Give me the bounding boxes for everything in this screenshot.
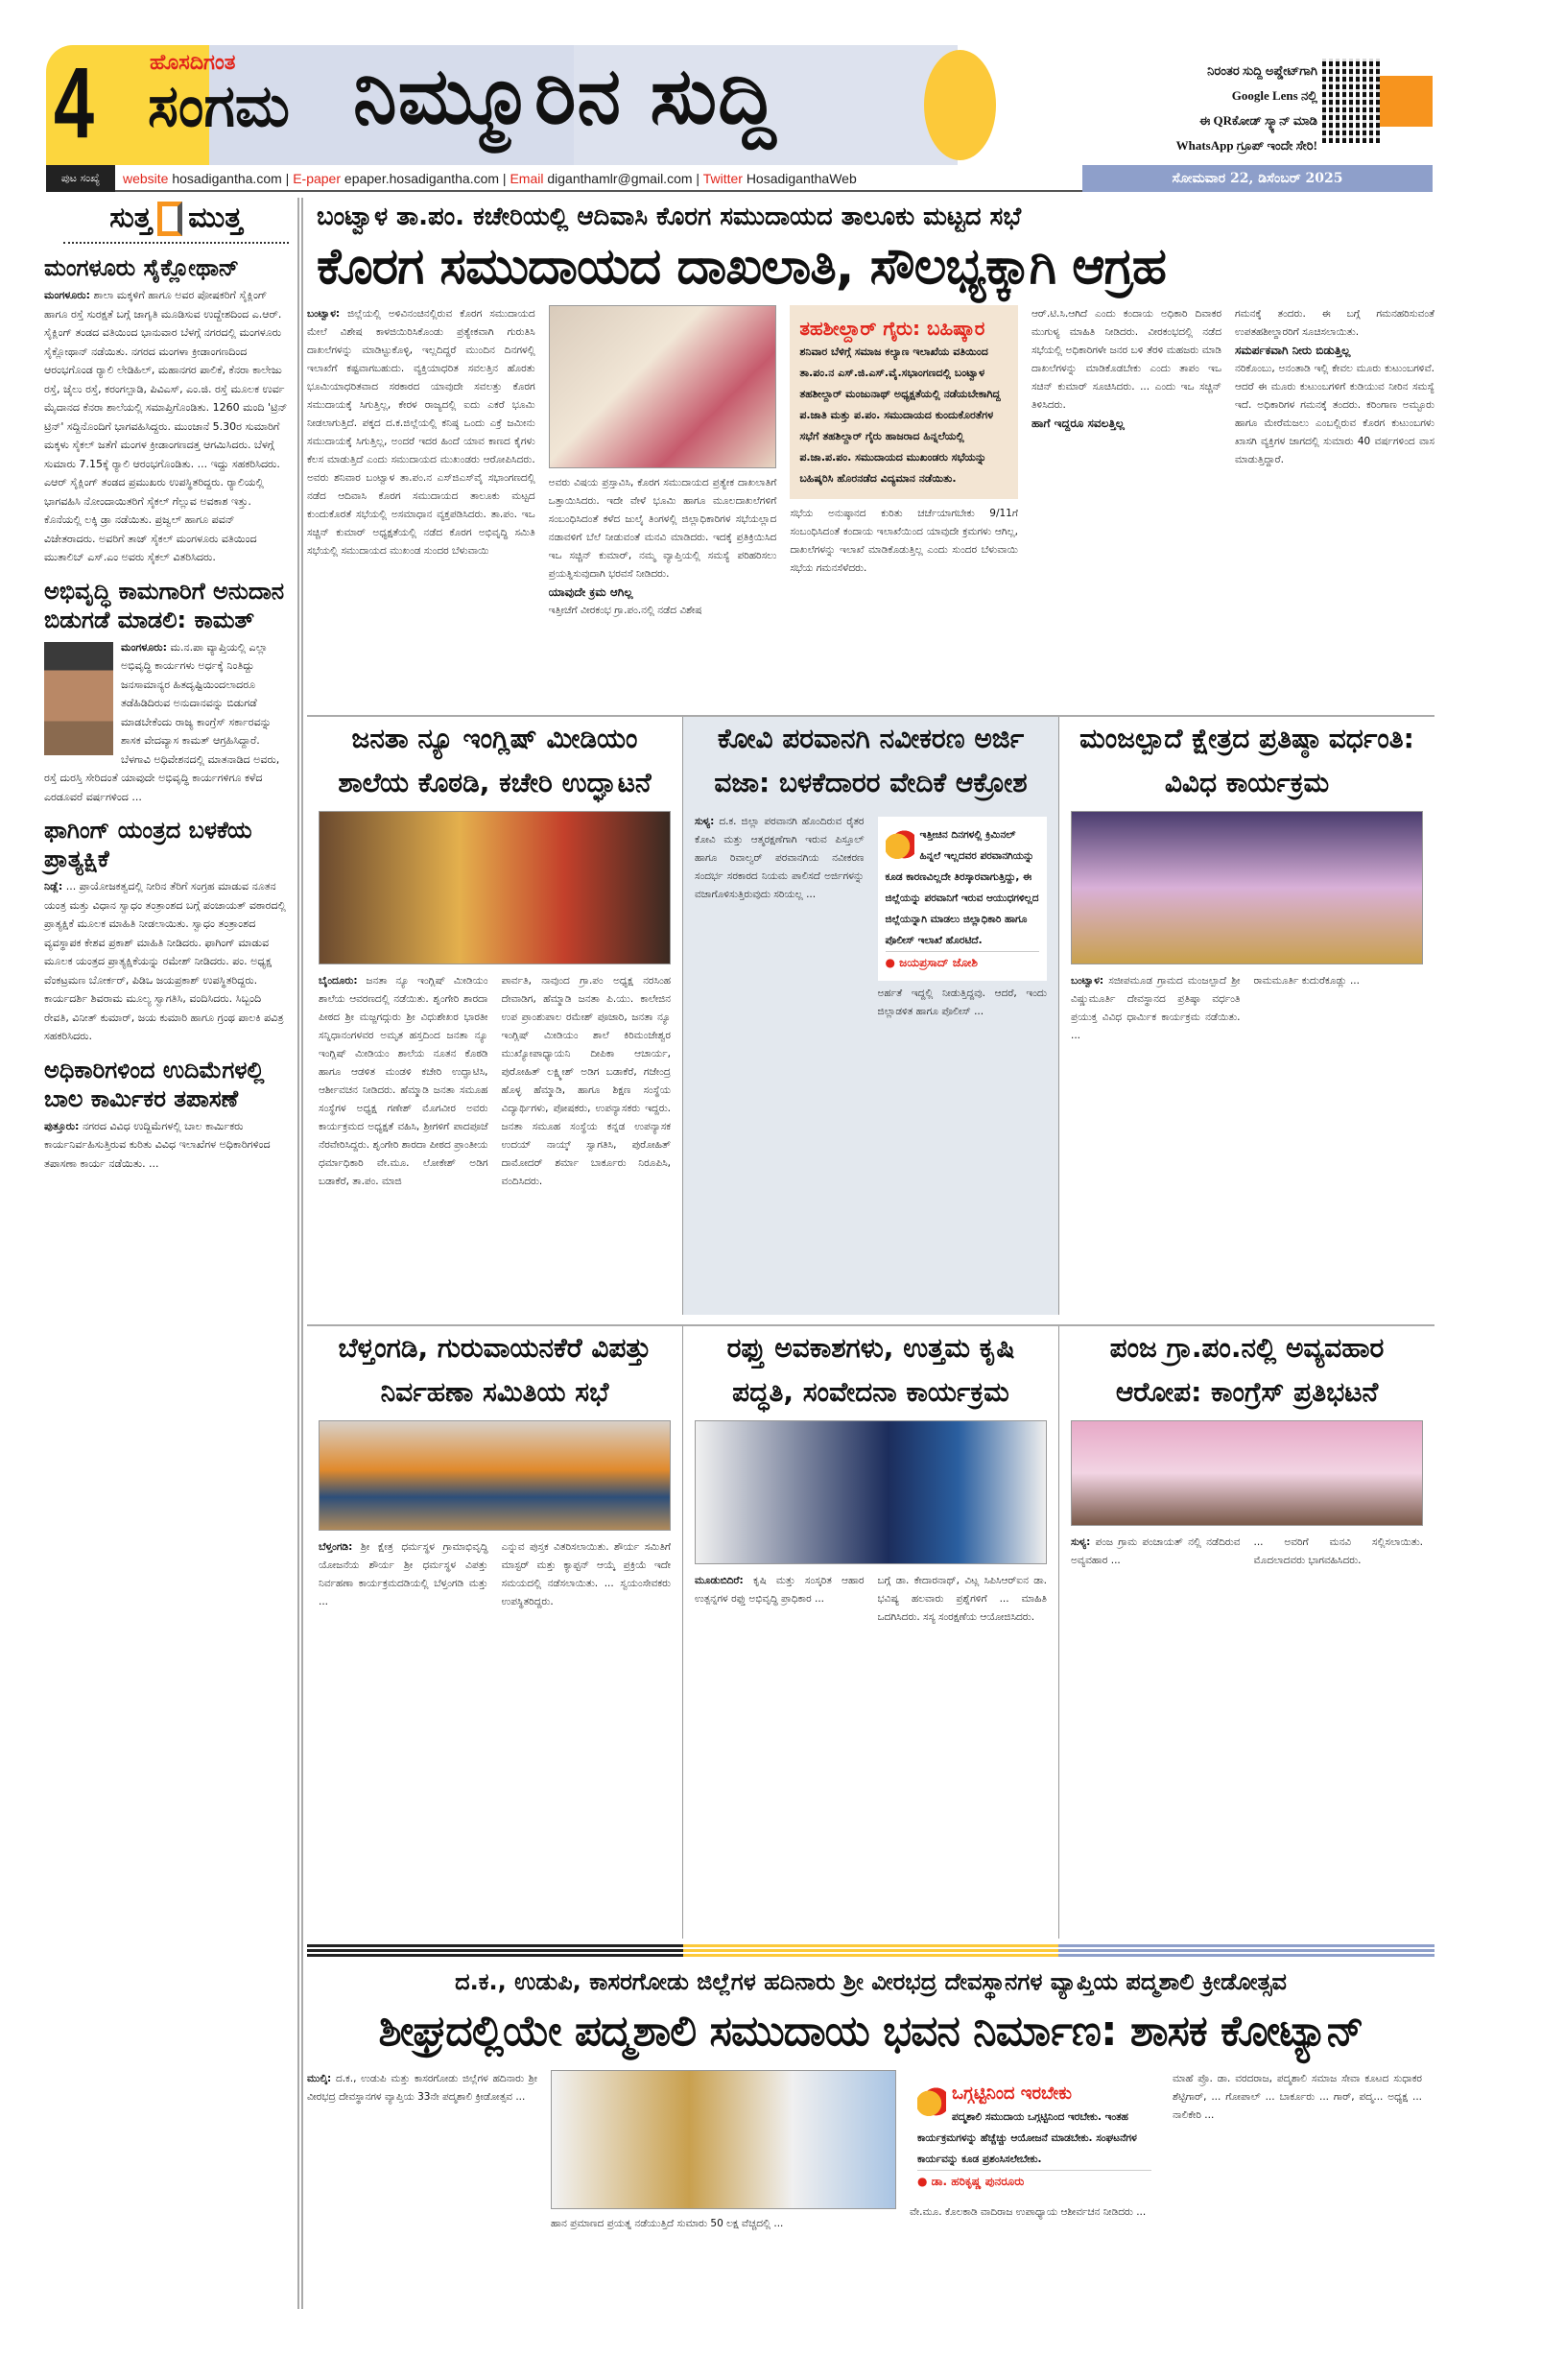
sidebar-box-boycott: [790, 305, 1018, 499]
news-row-3: [307, 1324, 1434, 1939]
masthead: [46, 45, 1433, 165]
email-link[interactable]: diganthamlr@gmail.com: [547, 171, 693, 186]
body-text: ಜನತಾ ನ್ಯೂ ಇಂಗ್ಲಿಷ್ ಮೀಡಿಯಂ ಶಾಲೆಯ ಆವರಣದಲ್ಲಿ ನಡೆಯಿತು. ಶೃಂಗೇರಿ ಶಾರದಾ ಪೀಠದ ಶ್ರೀ ಮಜ್ಜಗದ್ಗುರು ಶ್ರೀ ವಿಧುಶೇಖರ ಭಾರತೀ ಸನ್ನಿಧಾನಂಗಳವರ ಅಮೃತ ಹಸ್ತದಿಂದ ಜನತಾ ನ್ಯೂ ಇಂಗ್ಲಿಷ್ ಮೀಡಿಯಂ ಶಾಲೆಯ ನೂತನ ಕೊಠಡಿ ಹಾಗೂ ಆಡಳಿತ ಮಂಡಳಿ ಕಚೇರಿ ಉದ್ಘಾಟಿಸಿ, ಆರ್ಶೀವಚನ ನೀಡಿದರು. ಹೆಮ್ಮಾಡಿ ಜನತಾ ಸಮೂಹ ಸಂಸ್ಥೆಗಳ ಅಧ್ಯಕ್ಷ ಗಣೇಶ್ ಮೊಗವೀರ ಅವರು ಕಾರ್ಯಕ್ರಮದ ಅಧ್ಯಕ್ಷತೆ ವಹಿಸಿ, ಶ್ರೀಗಳಿಗೆ ಪಾದಪೂಜೆ ನೆರವೇರಿಸಿದ್ದರು. ಶೃಂಗೇರಿ ಶಾರದಾ ಪೀಠದ ಪ್ರಾಂತೀಯ ಧರ್ಮಾಧಿಕಾರಿ ವೇ.ಮೂ. ಲೋಕೇಶ್ ಅಡಿಗ ಬಡಾಕೆರೆ, ತಾ.ಪಂ. ಮಾಜಿ: [319, 975, 488, 1187]
dateline: ಮೂಡುಬಿದಿರೆ:: [695, 1575, 744, 1586]
dateline: ಮಂಗಳೂರು:: [121, 640, 167, 654]
subhead: ಹಾಗೆ ಇದ್ದರೂ ಸವಲತ್ತಿಲ್ಲ: [1031, 416, 1125, 430]
blue-stripe: [1058, 1943, 1434, 1957]
article-panja-protest: [1059, 1326, 1434, 1939]
dateline: ಬಂಟ್ವಾಳ:: [307, 308, 341, 320]
dateline: ಸುಳ್ಯ:: [695, 816, 715, 827]
bottom-kicker: ದ.ಕ., ಉಡುಪಿ, ಕಾಸರಗೋಡು ಜಿಲ್ಲೆಗಳ ಹದಿನಾರು ಶ್ರೀ ವೀರಭದ್ರ ದೇವಸ್ಥಾನಗಳ ವ್ಯಾಪ್ತಿಯ ಪದ್ಮಶಾಲಿ ಕ್ರೀಡೋತ್ಸವ: [455, 1968, 1287, 1995]
group-photo: [319, 1420, 671, 1531]
black-stripe: [307, 1943, 683, 1957]
website-link[interactable]: hosadigantha.com: [172, 171, 282, 186]
article-headline: ಅಭಿವೃದ್ಧಿ ಕಾಮಗಾರಿಗೆ ಅನುದಾನ ಬಿಡುಗಡೆ ಮಾಡಲಿ: ಕಾಮತ್: [44, 577, 285, 633]
qr-line: ನಿರಂತರ ಸುದ್ದಿ ಅಪ್ಡೇಟ್‌ಗಾಗಿ: [1207, 63, 1317, 78]
protest-photo: [1071, 1420, 1423, 1526]
whatsapp-qr-code-icon[interactable]: [1322, 59, 1380, 143]
article-cyclothon: [44, 253, 289, 567]
body-text: ರಾಮಮೂರ್ತಿ ಕುದುರೆಕೂಡ್ಲು ...: [1253, 975, 1360, 987]
body-text: ಶಾಲಾ ಮಕ್ಕಳಿಗೆ ಹಾಗೂ ಅವರ ಪೋಷಕರಿಗೆ ಸೈಕ್ಲಿಂಗ್ ಹಾಗೂ ರಸ್ತೆ ಸುರಕ್ಷತೆ ಬಗ್ಗೆ ಜಾಗೃತಿ ಮೂಡಿಸುವ ಉದ್ದೇಶದಿಂದ ಎ.ಆರ್. ಸೈಕ್ಲಿಂಗ್ ತಂಡದ ವತಿಯಿಂದ ಭಾನುವಾರ ಬೆಳಗ್ಗೆ ನಗರದಲ್ಲಿ ಮಂಗಳೂರು ಸೈಕ್ಲೋಥಾನ್ ನಡೆಯಿತು. ನಗರದ ಮಂಗಳಾ ಕ್ರೀಡಾಂಗಣದಿಂದ ಆರಂಭಗೊಂಡ ರ್‍ಯಾಲಿ ಲೇಡಿಹಿಲ್, ಮಹಾನಗರ ಪಾಲಿಕೆ, ಕೆನರಾ ಕಾಲೇಜು ರಸ್ತೆ, ಜೈಲು ರಸ್ತೆ, ಕರಂಗಲ್ಪಾಡಿ, ಪಿವಿಎಸ್, ಎಂ.ಜಿ. ರಸ್ತೆ ಮೂಲಕ ಉರ್ವ ಮೈದಾನದ ಕೆನರಾ ಶಾಲೆಯಲ್ಲಿ ಸಮಾಪ್ತಿಗೊಂಡಿತು. 1260 ಮಂದಿ 'ಟ್ರಿನ್ ಟ್ರಿನ್' ಸದ್ದಿನೊಂದಿಗೆ ಭಾಗವಹಿಸಿದ್ದರು. ಮುಂಜಾನೆ 5.30ರ ಸುಮಾರಿಗೆ ಮಕ್ಕಳು ಸೈಕಲ್ ಜತೆಗೆ ಮಂಗಳ ಕ್ರೀಡಾಂಗಣದತ್ತ ಆಗಮಿಸಿದರು. ಬೆಳಗ್ಗೆ ಸುಮಾರು 7.15ಕ್ಕೆ ರ್‍ಯಾಲಿ ಆರಂಭಗೊಂಡಿತು. ... ಇದ್ದು ಸಹಕರಿಸಿದರು. ಎಆರ್ ಸೈಕ್ಲಿಂಗ್ ತಂಡದ ಪ್ರಮುಖರು ಉಪಸ್ಥಿತರಿದ್ದರು. ರ್‍ಯಾಲಿಯಲ್ಲಿ ಭಾಗವಹಿಸಿ ನೋಂದಾಯಿತರಿಗೆ ಸೈಕಲ್ ಗೆಲ್ಲುವ ಅವಕಾಶ ಇತ್ತು. ಕೊನೆಯಲ್ಲಿ ಲಕ್ಕಿ ಡ್ರಾ ನಡೆಯಿತು. ಪ್ರಜ್ವಲ್ ಹಾಗೂ ಪವನ್ ವಿಜೇತರಾದರು. ಅವರಿಗೆ ತಾಜ್ ಸೈಕಲ್ ಮಂಗಳೂರು ವತಿಯಿಂದ ಮುತಾಲಿಬ್ ಎಸ್.ಎಂ ಅವರು ಸೈಕಲ್ ವಿತರಿಸಿದರು.: [44, 289, 288, 563]
dateline: ಮಂಗಳೂರು:: [44, 289, 90, 301]
article-headline: ಅಧಿಕಾರಿಗಳಿಂದ ಉದಿಮೆಗಳಲ್ಲಿ ಬಾಲ ಕಾರ್ಮಿಕರ ತಪಾಸಣೆ: [44, 1056, 265, 1112]
body-text: ಮ.ನ.ಪಾ ವ್ಯಾಪ್ತಿಯಲ್ಲಿ ಎಲ್ಲಾ ಅಭಿವೃದ್ಧಿ ಕಾರ್ಯಗಳು ಅರ್ಧಕ್ಕೆ ನಿಂತಿದ್ದು ಜನಸಾಮಾನ್ಯರ ಹಿತದೃಷ್ಟಿಯಿಂದಲಾದರೂ ತಡೆಹಿಡಿದಿರುವ ಅನುದಾನವನ್ನು ಬಿಡುಗಡೆ ಮಾಡಬೇಕೆಂದು ರಾಜ್ಯ ಕಾಂಗ್ರೆಸ್ ಸರ್ಕಾರವನ್ನು ಶಾಸಕ ವೇದವ್ಯಾಸ ಕಾಮತ್ ಆಗ್ರಹಿಸಿದ್ದಾರೆ. ಬೆಳಗಾವಿ ಅಧಿವೇಶನದಲ್ಲಿ ಮಾತನಾಡಿದ ಅವರು, ರಸ್ತೆ ದುರಸ್ತಿ ಸೇರಿದಂತೆ ಯಾವುದೇ ಅಭಿವೃದ್ಧಿ ಕಾರ್ಯಗಳಿಗೂ ಕಳೆದ ಎರಡೂವರೆ ವರ್ಷಗಳಿಂದ ...: [44, 640, 280, 803]
ceremony-photo: [319, 811, 671, 964]
dateline: ಪುತ್ತೂರು:: [44, 1119, 80, 1132]
body-text: ದ.ಕ. ಜಿಲ್ಲಾ ಪರವಾನಗಿ ಹೊಂದಿರುವ ರೈತರ ಕೋವಿ ಮತ್ತು ಆತ್ಮರಕ್ಷಣೆಗಾಗಿ ಇರುವ ಪಿಸ್ತೂಲ್ ಹಾಗೂ ರಿವಾಲ್ವರ್ ಪರವಾನಗಿಯ ನವೀಕರಣ ಸಂದರ್ಭ ಸರಕಾರದ ನಿಯಮ ಪಾಲಿಸದೆ ಅರ್ಜಿಗಳನ್ನು ವಜಾಗೊಳಿಸುತ್ತಿರುವುದು ಸರಿಯಲ್ಲ ...: [695, 816, 865, 900]
quote-author: ● ಜಯಪ್ರಸಾದ್ ಜೋಶಿ: [885, 956, 978, 969]
left-column-suttamutta: [44, 202, 289, 1173]
body-text: ಇತ್ತೀಚೆಗೆ ವೀರಕಂಭ ಗ್ರಾ.ಪಂ.ನಲ್ಲಿ ನಡೆದ ವಿಶೇಷ: [548, 605, 702, 616]
info-bar: [46, 165, 1433, 192]
article-headline: ಬೆಳ್ತಂಗಡಿ, ಗುರುವಾಯನಕೆರೆ ವಿಪತ್ತು ನಿರ್ವಹಣಾ ಸಮಿತಿಯ ಸಭೆ: [338, 1332, 652, 1408]
bottom-col-1: [307, 2070, 537, 2233]
bottom-col-3: [910, 2070, 1159, 2233]
article-child-labour: [44, 1056, 289, 1174]
article-headline: ರಫ್ತು ಅವಕಾಶಗಳು, ಉತ್ತಮ ಕೃಷಿ ಪದ್ಧತಿ, ಸಂವೇದನಾ ಕಾರ್ಯಕ್ರಮ: [726, 1332, 1015, 1408]
body-text: ನಗರದ ವಿವಿಧ ಉದ್ದಿಮೆಗಳಲ್ಲಿ ಬಾಲ ಕಾರ್ಮಿಕರು ಕಾರ್ಯನಿರ್ವಹಿಸುತ್ತಿರುವ ಕುರಿತು ವಿವಿಧ ಇಲಾಖೆಗಳ ಅಧಿಕಾರಿಗಳಿಂದ ತಪಾಸಣಾ ಕಾರ್ಯ ನಡೆಯಿತು. ...: [44, 1119, 271, 1170]
portrait-photo: [44, 642, 113, 755]
bottom-story-padmashali: [307, 1963, 1434, 2233]
box-title: ತಹಶೀಲ್ದಾರ್ ಗೈರು: ಬಹಿಷ್ಕಾರ: [799, 317, 985, 340]
body-text: ಅರ್ಹತೆ ಇದ್ದಲ್ಲಿ ನೀಡುತ್ತಿದ್ದವು. ಆದರೆ, ಇಂದು ಜಿಲ್ಲಾಡಳಿತ ಹಾಗೂ ಪೊಲೀಸ್ ...: [877, 988, 1047, 1017]
lead-headline: ಕೊರಗ ಸಮುದಾಯದ ದಾಖಲಾತಿ, ಸೌಲಭ್ಯಕ್ಕಾಗಿ ಆಗ್ರಹ: [317, 238, 1166, 296]
lead-col-1: [307, 305, 535, 699]
body-text: ಸಭೆಯ ಅನುಷ್ಠಾನದ ಕುರಿತು ಚರ್ಚೆಯಾಗಬೇಕು 9/11ಗೆ ಸಂಬಂಧಿಸಿದಂತೆ ಕಂದಾಯ ಇಲಾಖೆಯಿಂದ ಯಾವುದೇ ಕ್ರಮಗಳು ಆಗಿಲ್ಲ, ದಾಖಲೆಗಳನ್ನು ಇಲಾಖೆ ಮಾಡಿಕೊಡುತ್ತಿಲ್ಲ ಎಂದು ಸುಂದರ ಬೆಳುವಾಯಿ ಸಭೆಯ ಗಮನಸೆಳೆದರು.: [790, 508, 1018, 574]
section-title: ನಿಮ್ಮೂರಿನ ಸುದ್ದಿ: [353, 50, 777, 142]
body-text: ಸಜೀಪಮೂಡ ಗ್ರಾಮದ ಮಂಜಲ್ಪಾದೆ ಶ್ರೀ ವಿಷ್ಣುಮೂರ್ತಿ ದೇವಸ್ಥಾನದ ಪ್ರತಿಷ್ಠಾ ವರ್ಧಂತಿ ಪ್ರಯುಕ್ತ ವಿವಿಧ ಧಾರ್ಮಿಕ ಕಾರ್ಯಕ್ರಮ ನಡೆಯಿತು. ...: [1071, 975, 1241, 1041]
article-headline: ಫಾಗಿಂಗ್ ಯಂತ್ರದ ಬಳಕೆಯ ಪ್ರಾತ್ಯಕ್ಷಿಕೆ: [44, 817, 252, 872]
page-number-label: ಪುಟ ಸಂಖ್ಯೆ: [46, 165, 115, 192]
brand-sangama: ಸಂಗಮ: [148, 73, 290, 140]
body-text: ನರಿಕೊಂಬು, ಅನಂತಾಡಿ ಇಲ್ಲಿ ಕೇವಲ ಮೂರು ಕುಟುಂಬಗಳಿವೆ. ಆದರೆ ಈ ಮೂರು ಕುಟುಂಬಗಳಿಗೆ ಕುಡಿಯುವ ನೀರಿನ ಸಮಸ್ಯೆ ಇದೆ. ಅಧಿಕಾರಿಗಳ ಗಮನಕ್ಕೆ ತಂದರು. ಕರಿಂಗಾಣ ಅಮ್ಟೂರು ಹಾಗೂ ಮೇರೆಮಜಲು ಎಂಬಲ್ಲಿರುವ ಕೊರಗ ಕುಟುಂಬಗಳು ಖಾಸಗಿ ವ್ಯಕ್ತಿಗಳ ಜಾಗದಲ್ಲಿ ಸುಮಾರು 40 ವರ್ಷಗಳಿಂದ ವಾಸ ಮಾಡುತ್ತಿದ್ದಾರೆ.: [1235, 363, 1434, 465]
sun-decoration-icon: [924, 50, 996, 160]
body-text: ದ.ಕ., ಉಡುಪಿ ಮತ್ತು ಕಾಸರಗೋಡು ಜಿಲ್ಲೆಗಳ ಹದಿನಾರು ಶ್ರೀ ವೀರಭದ್ರ ದೇವಸ್ಥಾನಗಳ ವ್ಯಾಪ್ತಿಯ 33ನೇ ಪದ್ಮಶಾಲಿ ಕ್ರೀಡೋತ್ಸವ ...: [307, 2073, 538, 2103]
quote-text: ಪದ್ಮಶಾಲಿ ಸಮುದಾಯ ಒಗ್ಗಟ್ಟಿನಿಂದ ಇರಬೇಕು. ಇಂತಹ ಕಾರ್ಯಕ್ರಮಗಳನ್ನು ಹೆಚ್ಚೆಚ್ಚು ಆಯೋಜನೆ ಮಾಡಬೇಕು. ಸಂಘಟನೆಗಳ ಕಾರ್ಯವನ್ನು ಕೂಡ ಪ್ರಶಂಸಿಸಲೇಬೇಕು.: [917, 2106, 1151, 2171]
bottom-col-2: [551, 2070, 896, 2233]
brand-logo-small: ಹೊಸದಿಗಂತ: [150, 51, 236, 75]
dateline: ಸುಳ್ಯ:: [1071, 1536, 1091, 1548]
body-text: ಅವರು ವಿಷಯ ಪ್ರಸ್ತಾವಿಸಿ, ಕೊರಗ ಸಮುದಾಯದ ಪ್ರತ್ಯೇಕ ದಾಖಲಾತಿಗೆ ಒತ್ತಾಯಿಸಿದರು. ಇದೇ ವೇಳೆ ಭೂಮಿ ಹಾಗೂ ಮೂಲದಾಖಲೆಗಳಿಗೆ ಸಂಬಂಧಿಸಿದಂತೆ ಕಳೆದ ಜುಲೈ ತಿಂಗಳಲ್ಲಿ ಜಿಲ್ಲಾಧಿಕಾರಿಗಳ ಸಭೆಯಲ್ಲಾದ ನಡಾವಳಿಗೆ ಬೆಲೆ ನೀಡುವಂತೆ ಮನವಿ ಮಾಡಿದರು. ಇದಕ್ಕೆ ಪ್ರತಿಕ್ರಿಯಿಸಿದ ಇಒ ಸಚ್ಚಿನ್ ಕುಮಾರ್, ನಮ್ಮ ವ್ಯಾಪ್ತಿಯಲ್ಲಿ ಸಮಸ್ಯೆ ಪರಿಹರಿಸಲು ಪ್ರಯತ್ನಿಸುವುದಾಗಿ ಭರವಸೆ ನೀಡಿದರು.: [548, 477, 777, 580]
bottom-col-4: ಮಾಹೆ ಪ್ರೊ. ಡಾ. ವರದರಾಜ, ಪದ್ಮಶಾಲಿ ಸಮಾಜ ಸೇವಾ ಕೂಟದ ಸುಧಾಕರ ಶೆಟ್ಟಿಗಾರ್, ... ಗೋಪಾಲ್ ... ಬಾರ್ಕೂರು ... ಗಾರ್, ಪದ್ಮ... ಅಧ್ಯಕ್ಷ ... ನಾಲಿಕೇರಿ ...: [1173, 2073, 1422, 2121]
yellow-stripe: [683, 1943, 1059, 1957]
suttamutta-logo: [63, 202, 289, 244]
article-kamath: [44, 577, 289, 807]
lead-col-2: [549, 305, 777, 699]
color-stripe-divider: [307, 1943, 1434, 1957]
article-body: [44, 877, 289, 1046]
news-row-2: [307, 715, 1434, 1315]
body-text: ಆರ್.ಟಿ.ಸಿ.ಆಗಿದೆ ಎಂದು ಕಂದಾಯ ಅಧಿಕಾರಿ ದಿವಾಕರ ಮುಗುಳ್ಯ ಮಾಹಿತಿ ನೀಡಿದರು. ವೀರಕಂಭದಲ್ಲಿ ನಡೆದ ಸಭೆಯಲ್ಲಿ ಅಧಿಕಾರಿಗಳೇ ಜನರ ಬಳಿ ತೆರಳಿ ಮಹಜರು ಮಾಡಿ ದಾಖಲೆಗಳನ್ನು ಮಾಡಿಕೊಡಬೇಕು ಎಂದು ತಾಪಂ ಇಒ ಸಚಿನ್ ಕುಮಾರ್ ಸೂಚಿಸಿದರು. ... ಎಂದು ಇಒ ಸಚ್ಚಿನ್ ತಿಳಿಸಿದರು.: [1031, 308, 1222, 411]
article-manjalpade: [1059, 717, 1434, 1315]
dateline: ಬಂಟ್ವಾಳ:: [1071, 975, 1104, 987]
qr-line: ಈ QRಕೋಡ್ ಸ್ಕ್ಯಾನ್ ಮಾಡಿ: [1198, 113, 1317, 128]
quote-mark-icon: [917, 2082, 946, 2118]
epaper-link[interactable]: epaper.hosadigantha.com: [344, 171, 500, 186]
lead-story: [307, 198, 1434, 699]
article-body: [44, 286, 289, 567]
body-text: ... ಅವರಿಗೆ ಮನವಿ ಸಲ್ಲಿಸಲಾಯಿತು. ಮೊದಲಾದವರು ಭಾಗವಹಿಸಿದರು.: [1253, 1536, 1423, 1566]
author-name: ಡಾ. ಹರಿಕೃಷ್ಣ ಪುನರೂರು: [931, 2175, 1025, 2188]
column-divider-rail: [297, 198, 303, 2309]
logo-word: ಮುತ್ತ: [188, 201, 243, 235]
quote-mark-icon: [886, 824, 914, 861]
twitter-label: Twitter: [702, 171, 743, 186]
article-headline: ಮಂಗಳೂರು ಸೈಕ್ಲೋಥಾನ್: [44, 254, 240, 281]
article-body: [44, 1117, 289, 1174]
logo-word: ಸುತ್ತ: [109, 201, 153, 235]
quote-title: ಒಗ್ಗಟ್ಟಿನಿಂದ ಇರಬೇಕು: [952, 2083, 1073, 2104]
dateline: ಬೆಳ್ತಂಗಡಿ:: [319, 1541, 353, 1553]
lamp-lighting-photo: [695, 1420, 1047, 1564]
article-fogging: [44, 816, 289, 1046]
body-text: ಬಗ್ಗೆ ಡಾ. ಕೇದಾರನಾಥ್, ವಿಟ್ಲ ಸಿಪಿಸಿಆರ್‌ಐನ ಡಾ. ಭವಿಷ್ಯ ಹಲವಾರು ಪ್ರಶ್ನೆಗಳಿಗೆ ... ಮಾಹಿತಿ ಒದಗಿಸಿದರು. ಸಸ್ಯ ಸಂರಕ್ಷಣೆಯ ಆಯೋಜಿಸಿದರು.: [877, 1575, 1047, 1623]
felicitation-photo: [551, 2070, 896, 2209]
lead-kicker: ಬಂಟ್ವಾಳ ತಾ.ಪಂ. ಕಚೇರಿಯಲ್ಲಿ ಆದಿವಾಸಿ ಕೊರಗ ಸಮುದಾಯದ ತಾಲೂಕು ಮಟ್ಟದ ಸಭೆ: [317, 202, 1022, 231]
article-headline: ಮಂಜಲ್ಪಾದೆ ಕ್ಷೇತ್ರದ ಪ್ರತಿಷ್ಠಾ ವರ್ಧಂತಿ: ವಿವಿಧ ಕಾರ್ಯಕ್ರಮ: [1079, 723, 1414, 798]
body-text: ... ಪ್ರಾಯೋಜಕತ್ವದಲ್ಲಿ ನೀರಿನ ತೆರಿಗೆ ಸಂಗ್ರಹ ಮಾಡುವ ನೂತನ ಯಂತ್ರ ಮತ್ತು ವಿಧಾನ ಸ್ವಾಧಂ ತಂತ್ರಾಂಶದ ಬಗ್ಗೆ ಪಂಚಾಯತ್ ವಠಾರದಲ್ಲಿ ಪ್ರಾತ್ಯಕ್ಷಿಕೆ ಮೂಲಕ ಮಾಹಿತಿ ನೀಡಲಾಯಿತು. ಸ್ವಾಧಂ ತಂತ್ರಾಂಶದ ವ್ಯವಸ್ಥಾಪಕ ಕೇಶವ ಪ್ರಕಾಶ್ ಮಾಹಿತಿ ನೀಡಿದರು. ಫಾಗಿಂಗ್ ಮಾಡುವ ಮೂಲಕ ಯಂತ್ರದ ಪ್ರಾತ್ಯಕ್ಷಿಕೆಯನ್ನು ರಮೇಶ್ ನೀಡಿದರು. ಪಂ. ಅಧ್ಯಕ್ಷ ವೆಂಕಟ್ರಮಣ ಬೋರ್ಕರ್, ಪಿಡಿಒ ಜಯಪ್ರಕಾಶ್ ಉಪಸ್ಥಿತರಿದ್ದರು. ಕಾರ್ಯದರ್ಶಿ ಶಿವರಾಮ ಮೂಲ್ಯ ಸ್ವಾಗತಿಸಿ, ವಂದಿಸಿದರು. ಸಿಬ್ಬಂದಿ ರೇವತಿ, ವಿನೀತ್ ಕುಮಾರ್, ಜಯ ಕುಮಾರಿ ಹಾಗೂ ಗ್ರಂಥ ಪಾಲಕಿ ಪವಿತ್ರ ಸಹಕರಿಸಿದರು.: [44, 880, 286, 1042]
body-text: ಪಾರ್ವತಿ, ನಾವುಂದ ಗ್ರಾ.ಪಂ ಅಧ್ಯಕ್ಷ ನರಸಿಂಹ ದೇವಾಡಿಗ, ಹೆಮ್ಮಾಡಿ ಜನತಾ ಪಿ.ಯು. ಕಾಲೇಜಿನ ಉಪ ಪ್ರಾಂಶುಪಾಲ ರಮೇಶ್ ಪೂಜಾರಿ, ಜನತಾ ನ್ಯೂ ಇಂಗ್ಲಿಷ್ ಮೀಡಿಯಂ ಶಾಲೆ ಕಿರಿಮಂಜೇಶ್ವರ ಮುಖ್ಯೋಪಾಧ್ಯಾಯನಿ ದೀಪಿಕಾ ಆಚಾರ್ಯ, ಪುರೋಹಿತ್ ಲಕ್ಷ್ಮೀಶ್ ಅಡಿಗ ಬಡಾಕೆರೆ, ಗಜೇಂದ್ರ ಹೊಳ್ಳ ಹೆಮ್ಮಾಡಿ, ಹಾಗೂ ಶಿಕ್ಷಣ ಸಂಸ್ಥೆಯ ವಿದ್ಯಾರ್ಥಿಗಳು, ಪೋಷಕರು, ಉಪನ್ಯಾಸಕರು ಇದ್ದರು. ಜನತಾ ಸಮೂಹ ಸಂಸ್ಥೆಯ ಕನ್ನಡ ಉಪನ್ಯಾಸಕ ಉದಯ್ ನಾಯ್ಕ್ ಸ್ವಾಗತಿಸಿ, ಪುರೋಹಿತ್ ದಾಮೋದರ್ ಶರ್ಮಾ ಬಾರ್ಕೂರು ನಿರೂಪಿಸಿ, ವಂದಿಸಿದರು.: [501, 975, 671, 1187]
orange-accent-block: [1380, 76, 1433, 127]
article-agri-export: [683, 1326, 1059, 1939]
qr-line: Google Lens ನಲ್ಲಿ: [1231, 88, 1317, 103]
lead-col-5: [1235, 305, 1434, 699]
meeting-photo: [549, 305, 777, 468]
subhead: ಸಮರ್ಪಕವಾಗಿ ನೀರು ಬಿಡುತ್ತಿಲ್ಲ: [1235, 344, 1351, 357]
body-text: ಕೃಷಿ ಮತ್ತು ಸಂಸ್ಕರಿತ ಆಹಾರ ಉತ್ಪನ್ನಗಳ ರಫ್ತು ಅಭಿವೃದ್ಧಿ ಪ್ರಾಧಿಕಾರ ...: [695, 1575, 865, 1605]
quote-text: ಇತ್ತೀಚಿನ ದಿನಗಳಲ್ಲಿ ಕ್ರಿಮಿನಲ್ ಹಿನ್ನಲೆ ಇಲ್ಲದವರ ಪರವಾನಗಿಯನ್ನು ಕೂಡ ಕಾರಣವಿಲ್ಲದೇ ತಿರಸ್ಕಾರವಾಗುತ್ತಿದ್ದು, ಈ ಜಿಲ್ಲೆಯನ್ನು ಪರವಾನಿಗೆ ಇರುವ ಆಯುಧಗಳಿಲ್ಲದ ಜಿಲ್ಲೆಯನ್ನಾಗಿ ಮಾಡಲು ಜಿಲ್ಲಾಧಿಕಾರಿ ಹಾಗೂ ಪೊಲೀಸ್ ಇಲಾಖೆ ಹೊರಟಿದೆ.: [886, 824, 1040, 952]
article-headline: ಕೋವಿ ಪರವಾನಗಿ ನವೀಕರಣ ಅರ್ಜಿ ವಜಾ: ಬಳಕೆದಾರರ ವೇದಿಕೆ ಆಕ್ರೋಶ: [714, 723, 1028, 798]
box-body: ಶನಿವಾರ ಬೆಳಿಗ್ಗೆ ಸಮಾಜ ಕಲ್ಯಾಣ ಇಲಾಖೆಯ ವತಿಯಿಂದ ತಾ.ಪಂ.ನ ಎಸ್.ಜಿ.ಎಸ್.ವೈ.ಸಭಾಂಗಣದಲ್ಲಿ ಬಂಟ್ವಾಳ ತಹಶೀಲ್ದಾರ್ ಮಂಜುನಾಥ್ ಅಧ್ಯಕ್ಷತೆಯಲ್ಲಿ ನಡೆಯಬೇಕಾಗಿದ್ದ ಪ.ಜಾತಿ ಮತ್ತು ಪ.ಪಂ. ಸಮುದಾಯದ ಕುಂದುಕೊರತೆಗಳ ಸಭೆಗೆ ತಹಶಿಲ್ದಾರ್ ಗೈರು ಹಾಜರಾದ ಹಿನ್ನಲೆಯಲ್ಲಿ ಪ.ಜಾ.ಪ.ಪಂ. ಸಮುದಾಯದ ಮುಖಂಡರು ಸಭೆಯನ್ನು ಬಹಿಷ್ಕರಿಸಿ ಹೊರನಡೆದ ವಿದ್ಯಮಾನ ನಡೆಯಿತು.: [799, 345, 1001, 485]
page-number: 4: [54, 47, 92, 159]
body-text: ಗಮನಕ್ಕೆ ತಂದರು. ಈ ಬಗ್ಗೆ ಗಮನಹರಿಸುವಂತೆ ಉಪತಹಶೀಲ್ದಾರರಿಗೆ ಸೂಚಿಸಲಾಯಿತು.: [1235, 308, 1434, 338]
body-text: ಹಾನ ಪ್ರಮಾಣದ ಪ್ರಯತ್ನ ನಡೆಯುತ್ತಿದೆ ಸುಮಾರು 50 ಲಕ್ಷ ವೆಚ್ಚದಲ್ಲಿ ...: [551, 2218, 784, 2229]
article-disaster-committee: [307, 1326, 683, 1939]
article-janata-school: [307, 717, 683, 1315]
body-text: ಪಂಜ ಗ್ರಾಮ ಪಂಚಾಯತ್ ನಲ್ಲಿ ನಡೆದಿರುವ ಅವ್ಯವಹಾರ ...: [1071, 1536, 1241, 1566]
temple-photo: [1071, 811, 1423, 964]
body-text: ಜಿಲ್ಲೆಯಲ್ಲಿ ಅಳಿವಿನಂಚಿನಲ್ಲಿರುವ ಕೊರಗ ಸಮುದಾಯದ ಮೇಲೆ ವಿಶೇಷ ಕಾಳಜಿಯಿರಿಸಿಕೊಂಡು ಪ್ರತ್ಯೇಕವಾಗಿ ಗುರುತಿಸಿ ದಾಖಲೆಗಳನ್ನು ಮಾಡಿಟ್ಟುಕೊಳ್ಳಿ, ಇಲ್ಲದಿದ್ದರೆ ಮುಂದಿನ ದಿನಗಳಲ್ಲಿ ಇಲಾಖೆಗೆ ಕಷ್ಟವಾಗಬಹುದು. ವ್ಯಕ್ತಿಯಾಧರಿತ ಸವಲತ್ತಿನ ಹೊರತು ಭೂಮಿಯಾಧರಿತವಾದ ಸರಕಾರದ ಯಾವುದೇ ಸವಲತ್ತು ಕೊರಗ ಸಮುದಾಯಕ್ಕೆ ಸಿಗುತ್ತಿಲ್ಲ, ಕೇರಳ ರಾಜ್ಯದಲ್ಲಿ ಐದು ಎಕರೆ ಭೂಮಿ ನೀಡಲಾಗುತ್ತಿದೆ. ಪಕ್ಕದ ದ.ಕ.ಜಿಲ್ಲೆಯಲ್ಲಿ ಕನಿಷ್ಠ ಒಂದು ಎಕ್ರೆ ಜಮೀನು ಸಮುದಾಯಕ್ಕೆ ಸಿಗುತ್ತಿಲ್ಲ, ಅಂದರೆ ಇದರ ಹಿಂದೆ ಯಾವ ಕಾಣದ ಕೈಗಳು ಕೆಲಸ ಮಾಡುತ್ತಿದೆ ಎಂದು ಸಮುದಾಯದ ಮುಖಂಡರು ಆರೋಪಿಸಿದರು. ಅವರು ಶನಿವಾರ ಬಂಟ್ವಾಳ ತಾ.ಪಂ.ನ ಎಸ್‌ಜಿಎಸ್‌ವೈ ಸಭಾಂಗಣದಲ್ಲಿ ನಡೆದ ಆದಿವಾಸಿ ಕೊರಗ ಸಮುದಾಯದ ತಾಲೂಕು ಮಟ್ಟದ ಕುಂದುಕೊರತೆ ಸಭೆಯಲ್ಲಿ ಅಸಮಾಧಾನ ವ್ಯಕ್ತಪಡಿಸಿದರು. ತಾ.ಪಂ. ಇಒ ಸಚ್ಚಿನ್ ಕುಮಾರ್ ಅಧ್ಯಕ್ಷತೆಯಲ್ಲಿ ನಡೆದ ಕೊರಗ ಅಭಿವೃದ್ಧಿ ಸಮಿತಿ ಸಭೆಯಲ್ಲಿ ಸಮುದಾಯದ ಮುಖಂಡ ಸುಂದರ ಬೆಳುವಾಯಿ: [307, 308, 535, 557]
qr-line: WhatsApp ಗ್ರೂಪ್ ಇಂದೇ ಸೇರಿ!: [1175, 138, 1317, 153]
contact-links: website hosadigantha.com | E-paper epaper.hosadigantha.com | Email diganthamlr@gmail.com | Twitter HosadiganthaWeb: [123, 171, 857, 186]
article-gun-licence: [683, 717, 1059, 1315]
door-icon: [157, 202, 182, 236]
body-text: ಶ್ರೀ ಕ್ಷೇತ್ರ ಧರ್ಮಸ್ಥಳ ಗ್ರಾಮಾಭಿವೃದ್ಧಿ ಯೋಜನೆಯ ಶೌರ್ಯ ಶ್ರೀ ಧರ್ಮಸ್ಥಳ ವಿಪತ್ತು ನಿರ್ವಹಣಾ ಕಾರ್ಯಕ್ರಮದಡಿಯಲ್ಲಿ ಬೆಳ್ತಂಗಡಿ ಮತ್ತು ...: [319, 1541, 488, 1607]
author-name: ಜಯಪ್ರಸಾದ್ ಜೋಶಿ: [899, 956, 978, 969]
pull-quote: [878, 817, 1048, 981]
epaper-label: E-paper: [293, 171, 342, 186]
bottom-headline: ಶೀಘ್ರದಲ್ಲಿಯೇ ಪದ್ಮಶಾಲಿ ಸಮುದಾಯ ಭವನ ನಿರ್ಮಾಣ: ಶಾಸಕ ಕೋಟ್ಯಾನ್: [378, 2007, 1363, 2056]
lead-col-4: [1031, 305, 1221, 699]
issue-date: ಸೋಮವಾರ 22, ಡಿಸೆಂಬರ್ 2025: [1082, 165, 1433, 192]
dateline: ಮುಲ್ಕಿ:: [307, 2073, 332, 2084]
qr-instructions: [1015, 59, 1317, 158]
body-text: ಎನ್ನುವ ಪುಸ್ತಕ ವಿತರಿಸಲಾಯಿತು. ಶೌರ್ಯ ಸಮಿತಿಗೆ ಮಾಸ್ಟರ್ ಮತ್ತು ಕ್ಯಾಪ್ಟನ್ ಆಯ್ಕೆ ಪ್ರಕ್ರಿಯೆ ಇದೇ ಸಮಯದಲ್ಲಿ ನಡೆಸಲಾಯಿತು. ... ಸ್ವಯಂಸೇವಕರು ಉಪಸ್ಥಿತರಿದ್ದರು.: [501, 1541, 671, 1607]
lead-col-3: [790, 305, 1018, 699]
twitter-link[interactable]: HosadiganthaWeb: [746, 171, 857, 186]
email-label: Email: [510, 171, 544, 186]
article-headline: ಜನತಾ ನ್ಯೂ ಇಂಗ್ಲಿಷ್ ಮೀಡಿಯಂ ಶಾಲೆಯ ಕೊಠಡಿ, ಕಚೇರಿ ಉದ್ಘಾಟನೆ: [338, 723, 652, 798]
dateline: ಬೈಂದೂರು:: [319, 975, 358, 987]
dateline: ನಿಡ್ಲೆ:: [44, 880, 63, 892]
website-label: website: [123, 171, 169, 186]
quote-author: ● ಡಾ. ಹರಿಕೃಷ್ಣ ಪುನರೂರು: [917, 2175, 1025, 2188]
article-headline: ಪಂಜ ಗ್ರಾ.ಪಂ.ನಲ್ಲಿ ಅವ್ಯವಹಾರ ಆರೋಪ: ಕಾಂಗ್ರೆಸ್ ಪ್ರತಿಭಟನೆ: [1109, 1332, 1385, 1408]
pull-quote: [910, 2074, 1159, 2200]
subhead: ಯಾವುದೇ ಕ್ರಮ ಆಗಿಲ್ಲ: [548, 585, 633, 599]
body-text: ವೇ.ಮೂ. ಕೊಲಕಾಡಿ ವಾದಿರಾಜ ಉಪಾಧ್ಯಾಯ ಆಶೀರ್ವಚನ ನೀಡಿದರು ...: [910, 2206, 1147, 2218]
